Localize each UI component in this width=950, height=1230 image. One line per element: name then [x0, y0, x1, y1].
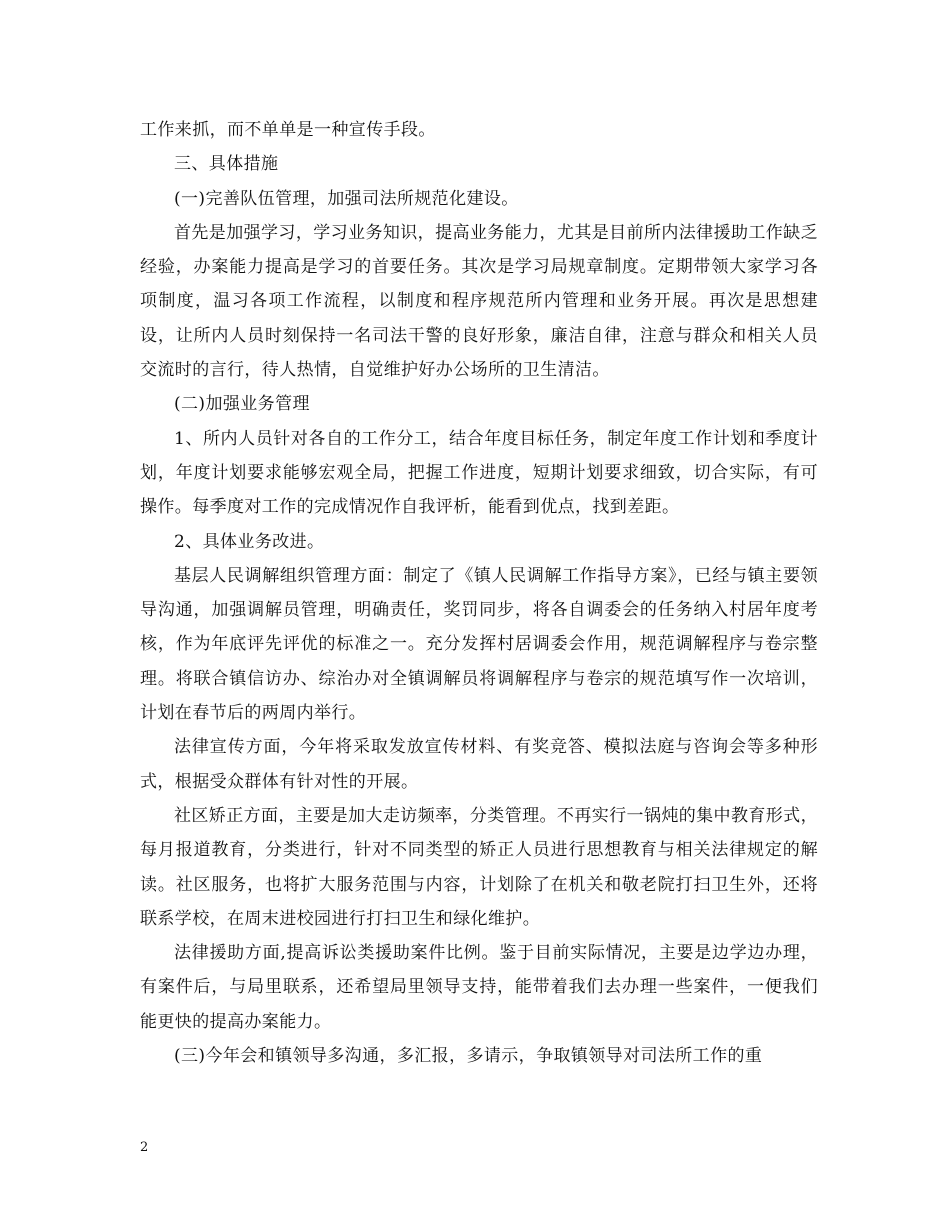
paragraph: 社区矫正方面，主要是加大走访频率，分类管理。不再实行一锅炖的集中教育形式，每月报道教育，分类进行，针对不同类型的矫正人员进行思想教育与相关法律规定的解读。社区服务，也将扩大服务范围与内容，计划除了在机关和敬老院打扫卫生外，还将联系学校，在周末进校园进行打扫卫生和绿化维护。 — [140, 805, 818, 929]
subsection-heading: (二)加强业务管理 — [174, 394, 310, 415]
section-heading: 三、具体措施 — [174, 154, 279, 175]
subsection-heading: (一)完善队伍管理，加强司法所规范化建设。 — [174, 188, 519, 209]
paragraph: 1、所内人员针对各自的工作分工，结合年度目标任务，制定年度工作计划和季度计划，年度计划要求能够宏观全局，把握工作进度，短期计划要求细致，切合实际，有可操作。每季度对工作的完成情况作自我评析，能看到优点，找到差距。 — [140, 428, 818, 518]
paragraph: (三)今年会和镇领导多沟通，多汇报，多请示，争取镇领导对司法所工作的重 — [174, 1046, 763, 1067]
paragraph: 法律援助方面,提高诉讼类援助案件比例。鉴于目前实际情况，主要是边学边办理，有案件后，与局里联系，还希望局里领导支持，能带着我们去办理一些案件，一便我们能更快的提高办案能力。 — [140, 943, 818, 1032]
paragraph: 法律宣传方面，今年将采取发放宣传材料、有奖竞答、模拟法庭与咨询会等多种形式，根据受众群体有针对性的开展。 — [140, 737, 818, 792]
paragraph: 工作来抓，而不单单是一种宣传手段。 — [140, 120, 436, 140]
paragraph: 首先是加强学习，学习业务知识，提高业务能力，尤其是目前所内法律援助工作缺乏经验，办案能力提高是学习的首要任务。其次是学习局规章制度。定期带领大家学习各项制度，温习各项工作流程，以制度和程序规范所内管理和业务开展。再次是思想建设，让所内人员时刻保持一名司法干警的良好形象，廉洁自律，注意与群众和相关人员交流时的言行，待人热情，自觉维护好办公场所的卫生清洁。 — [140, 222, 818, 381]
document-body — [140, 113, 818, 1073]
paragraph: 基层人民调解组织管理方面：制定了《镇人民调解工作指导方案》，已经与镇主要领导沟通，加强调解员管理，明确责任，奖罚同步，将各自调委会的任务纳入村居年度考核，作为年底评先评优的标准之一。充分发挥村居调委会作用，规范调解程序与卷宗整理。将联合镇信访办、综治办对全镇调解员将调解程序与卷宗的规范填写作一次培训，计划在春节后的两周内举行。 — [140, 565, 818, 724]
page-number: 2 — [140, 1140, 149, 1155]
paragraph: 2、具体业务改进。 — [174, 531, 325, 552]
